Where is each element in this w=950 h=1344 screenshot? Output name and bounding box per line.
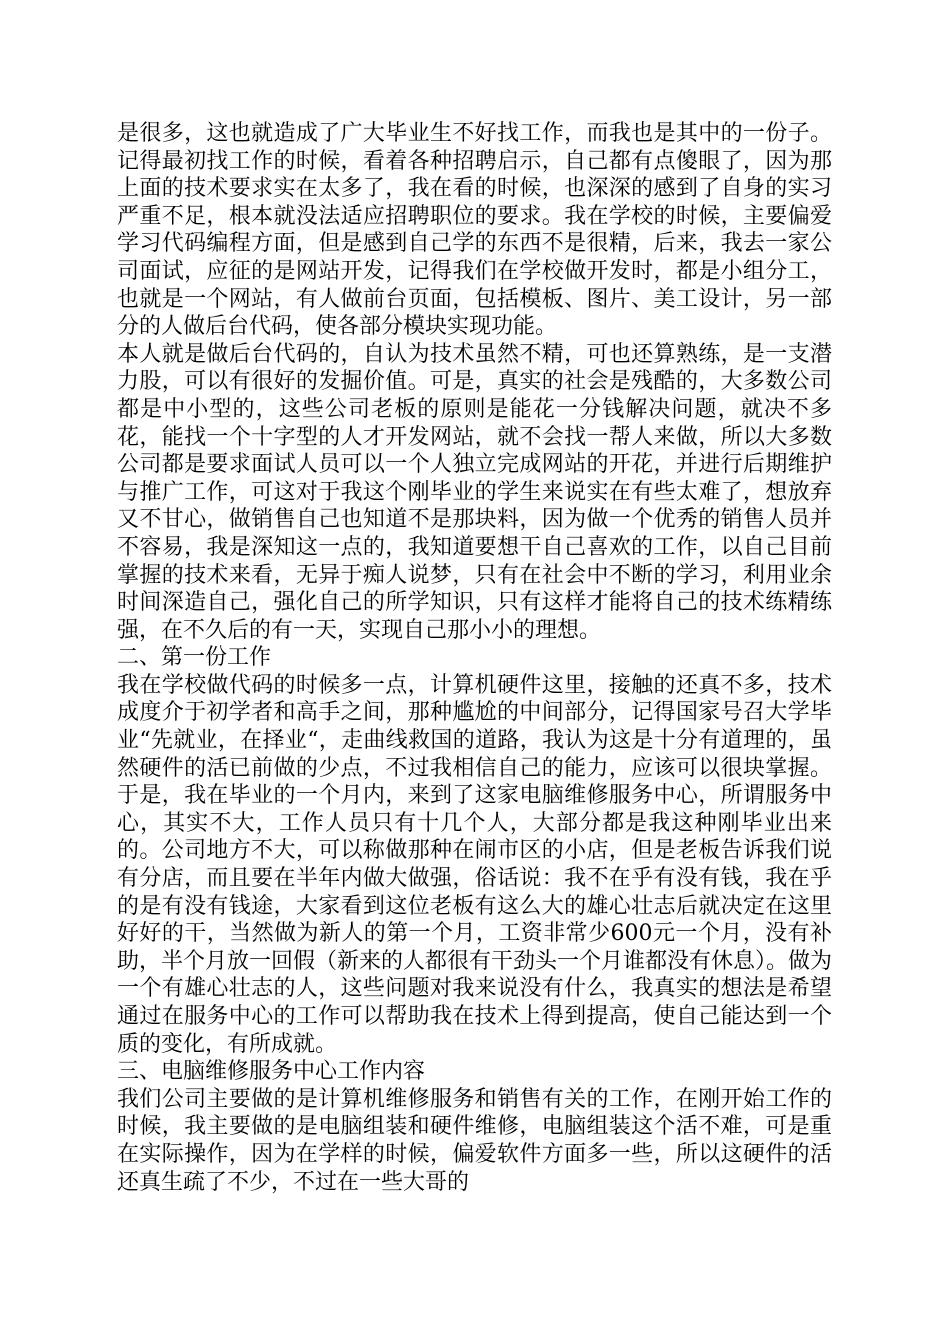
paragraph-job-hunting: 是很多，这也就造成了广大毕业生不好找工作，而我也是其中的一份子。记得最初找工作的时候，看着各种招聘启示，自己都有点傻眼了，因为那上面的技术要求实在太多了，我在看的时候，也深深的感到了自身的实习严重不足，根本就没法适应招聘职位的要求。我在学校的时候，主要偏爱学习代码编程方面，但是感到自己学的东西不是很精，后来，我去一家公司面试，应征的是网站开发，记得我们在学校做开发时，都是小组分工，也就是一个网站，有人做前台页面，包括模板、图片、美工设计，另一部分的人做后台代码，使各部分模块实现功能。	[117, 121, 832, 340]
paragraph-work-content: 我们公司主要做的是计算机维修服务和销售有关的工作，在刚开始工作的时候，我主要做的是电脑组装和硬件维修，电脑组装这个活不难，可是重在实际操作，因为在学样的时候，偏爱软件方面多一些，所以这硬件的活还真生疏了不少，不过在一些大哥的	[117, 1086, 832, 1195]
paragraph-first-job: 我在学校做代码的时候多一点，计算机硬件这里，接触的还真不多，技术成度介于初学者和高手之间，那种尴尬的中间部分，记得国家号召大学毕业“先就业，在择业“，走曲线救国的道路，我认为这是十分有道理的，虽然硬件的活已前做的少点，不过我相信自己的能力，应该可以很块掌握。于是，我在毕业的一个月内，来到了这家电脑维修服务中心，所谓服务中心，其实不大，工作人员只有十几个人，大部分都是我这种刚毕业出来的。公司地方不大，可以称做那种在闹市区的小店，但是老板告诉我们说有分店，而且要在半年内做大做强，俗话说：我不在乎有没有钱，我在乎的是有没有钱途，大家看到这位老板有这么大的雄心壮志后就决定在这里好好的干，当然做为新人的第一个月，工资非常少600元一个月，没有补助，半个月放一回假（新来的人都很有干劲头一个月谁都没有休息）。做为一个有雄心壮志的人，这些问题对我来说没有什么，我真实的想法是希望通过在服务中心的工作可以帮助我在技术上得到提高，使自己能达到一个质的变化，有所成就。	[117, 672, 833, 1057]
document-body	[117, 120, 832, 1196]
section-heading-work-content: 三、电脑维修服务中心工作内容	[117, 1059, 426, 1085]
paragraph-backend-code: 本人就是做后台代码的，自认为技术虽然不精，可也还算熟练，是一支潜力股，可以有很好的发掘价值。可是，真实的社会是残酷的，大多数公司都是中小型的，这些公司老板的原则是能花一分钱解决问题，就决不多花，能找一个十字型的人才开发网站，就不会找一帮人来做，所以大多数公司都是要求面试人员可以一个人独立完成网站的开花，并进行后期维护与推广工作，可这对于我这个刚毕业的学生来说实在有些太难了，想放弃又不甘心，做销售自己也知道不是那块料，因为做一个优秀的销售人员并不容易，我是深知这一点的，我知道要想干自己喜欢的工作，以自己目前掌握的技术来看，无异于痴人说梦，只有在社会中不断的学习，利用业余时间深造自己，强化自己的所学知识，只有这样才能将自己的技术练精练强，在不久后的有一天，实现自己那小小的理想。	[117, 341, 832, 643]
section-heading-first-job: 二、第一份工作	[117, 645, 272, 671]
